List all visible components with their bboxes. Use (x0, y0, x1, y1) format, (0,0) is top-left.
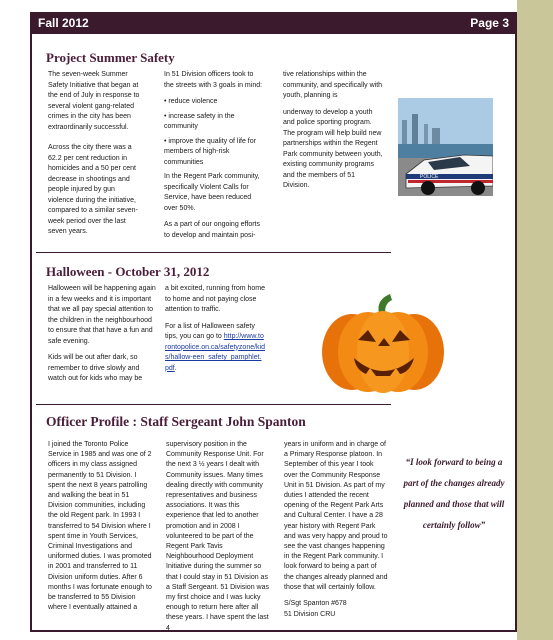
summer-p2: Across the city there was a 62.2 per cent reduction in homicides and a 50 per cent decrease in shootings and people injured by gun violence during the initiative, compared to a similar seven-week period over the last seven years. (48, 144, 138, 235)
summer-col-2 (164, 70, 264, 247)
signature-block (284, 598, 347, 620)
profile-title: Officer Profile : Staff Sergeant John Spanton (46, 414, 306, 429)
divider-2 (36, 404, 391, 405)
summer-col-3 (283, 70, 383, 198)
halloween-title: Halloween - October 31, 2012 (46, 264, 210, 279)
goal-item: • reduce violence (164, 97, 264, 108)
halloween-link[interactable]: http://www.torontopolice.on.ca/safetyzone/kids/hallow-een_safety_pamphlet.pdf (165, 333, 266, 372)
summer-safety-title: Project Summer Safety (46, 50, 175, 65)
profile-text-1: I joined the Toronto Police Service in 1985 and was one of 2 officers in my class assigned permanently to 51 Division. I spent the next 8 years patrolling and walking the beat in 51 Division communities, including the old Regent park. In 1993 I transferred to 54 Division where I spent time in Youth Services, Criminal Investigations and uniformed duties. I was promoted in 2001 and transferred to 11 Division uniform duties. After 6 months I was fortunate enough to be transferred to 55 Division where I eventually attained a (48, 441, 152, 612)
halloween-col-2 (165, 284, 265, 380)
profile-col-2 (166, 440, 270, 640)
halloween-p1: Halloween will be happening again in a few weeks and it is important that we all pay special attention to the children in the neighbourhood to ensure that that have a fun and safe evening. (48, 285, 156, 345)
page-header (30, 12, 517, 34)
goals-list (164, 97, 264, 168)
right-sidebar-band (517, 0, 553, 640)
goal-item: • improve the quality of life for members of high-risk communities (164, 137, 264, 169)
halloween-p3: a bit excited, running from home to home and not paying close attention to traffic. (165, 285, 265, 313)
profile-text-2: supervisory position in the Community Response Unit. For the next 3 ½ years I dealt with Community issues. Many times dealing directly with community representatives and business associations. It was this experience that led to another promotion and in 2008 I volunteered to be part of the Regent Park Tavis Neighbourhood Deployment Initiative during the summer so that I could stay in 51 Division as a Staff Sergeant. 51 Division was my first choice and I was lucky enough to return here after all these years. I have spent the last 4 (166, 441, 269, 632)
page-number: Page 3 (470, 16, 509, 30)
goal-item: • increase safety in the community (164, 112, 264, 133)
signature-unit: 51 Division CRU (284, 611, 336, 618)
summer-p1: The seven-week Summer Safety Initiative that began at the end of July in response to several violent gang-related crimes in the city has been extraordinarily successful. (48, 71, 140, 131)
summer-col-1 (48, 70, 140, 244)
pull-quote: “I look forward to being a part of the changes already planned and those that will certainly follow” (403, 457, 505, 530)
halloween-tips (165, 322, 265, 375)
police-car-photo (398, 98, 493, 196)
summer-ongoing: As a part of our ongoing efforts to develop and maintain posi- (164, 221, 260, 239)
summer-intro: In 51 Division officers took to the streets with 3 goals in mind: (164, 71, 263, 89)
signature-name: S/Sgt Spanton #678 (284, 600, 347, 607)
divider-1 (36, 252, 391, 253)
halloween-p2: Kids will be out after dark, so remember to drive slowly and watch out for kids who may be (48, 354, 143, 382)
halloween-col-1 (48, 284, 156, 391)
profile-col-3 (284, 440, 388, 599)
profile-col-1 (48, 440, 152, 619)
summer-regent-park: In the Regent Park community, specifically Violent Calls for Service, have been reduced over 50%. (164, 173, 260, 212)
svg-text:POLICE: POLICE (420, 174, 439, 180)
issue-label: Fall 2012 (38, 16, 89, 30)
pumpkin-image (318, 286, 448, 394)
halloween-tips-text: For a list of Halloween safety tips, you can go to (165, 322, 255, 340)
summer-col3-p2: underway to develop a youth and police sporting program. The program will help build new partnerships within the Regent Park community between youth, existing community programs and the members of 51 Division. (283, 108, 383, 189)
link-period: . (174, 364, 177, 372)
summer-col3-p1: tive relationships within the community, and specifically with youth, planning is (283, 71, 383, 99)
profile-text-3: years in uniform and in charge of a Primary Response platoon. In September of this year I took over the Community Response Unit in 51 Division. As part of my duties I attended the recent opening of the Regent Park Arts and Cultural Center. I have a 28 year history with Regent Park and was very happy and proud to see the vast changes happening in the Regent Park community. I look forward to being a part of the changes already planned and those that will certainly follow. (284, 441, 388, 591)
